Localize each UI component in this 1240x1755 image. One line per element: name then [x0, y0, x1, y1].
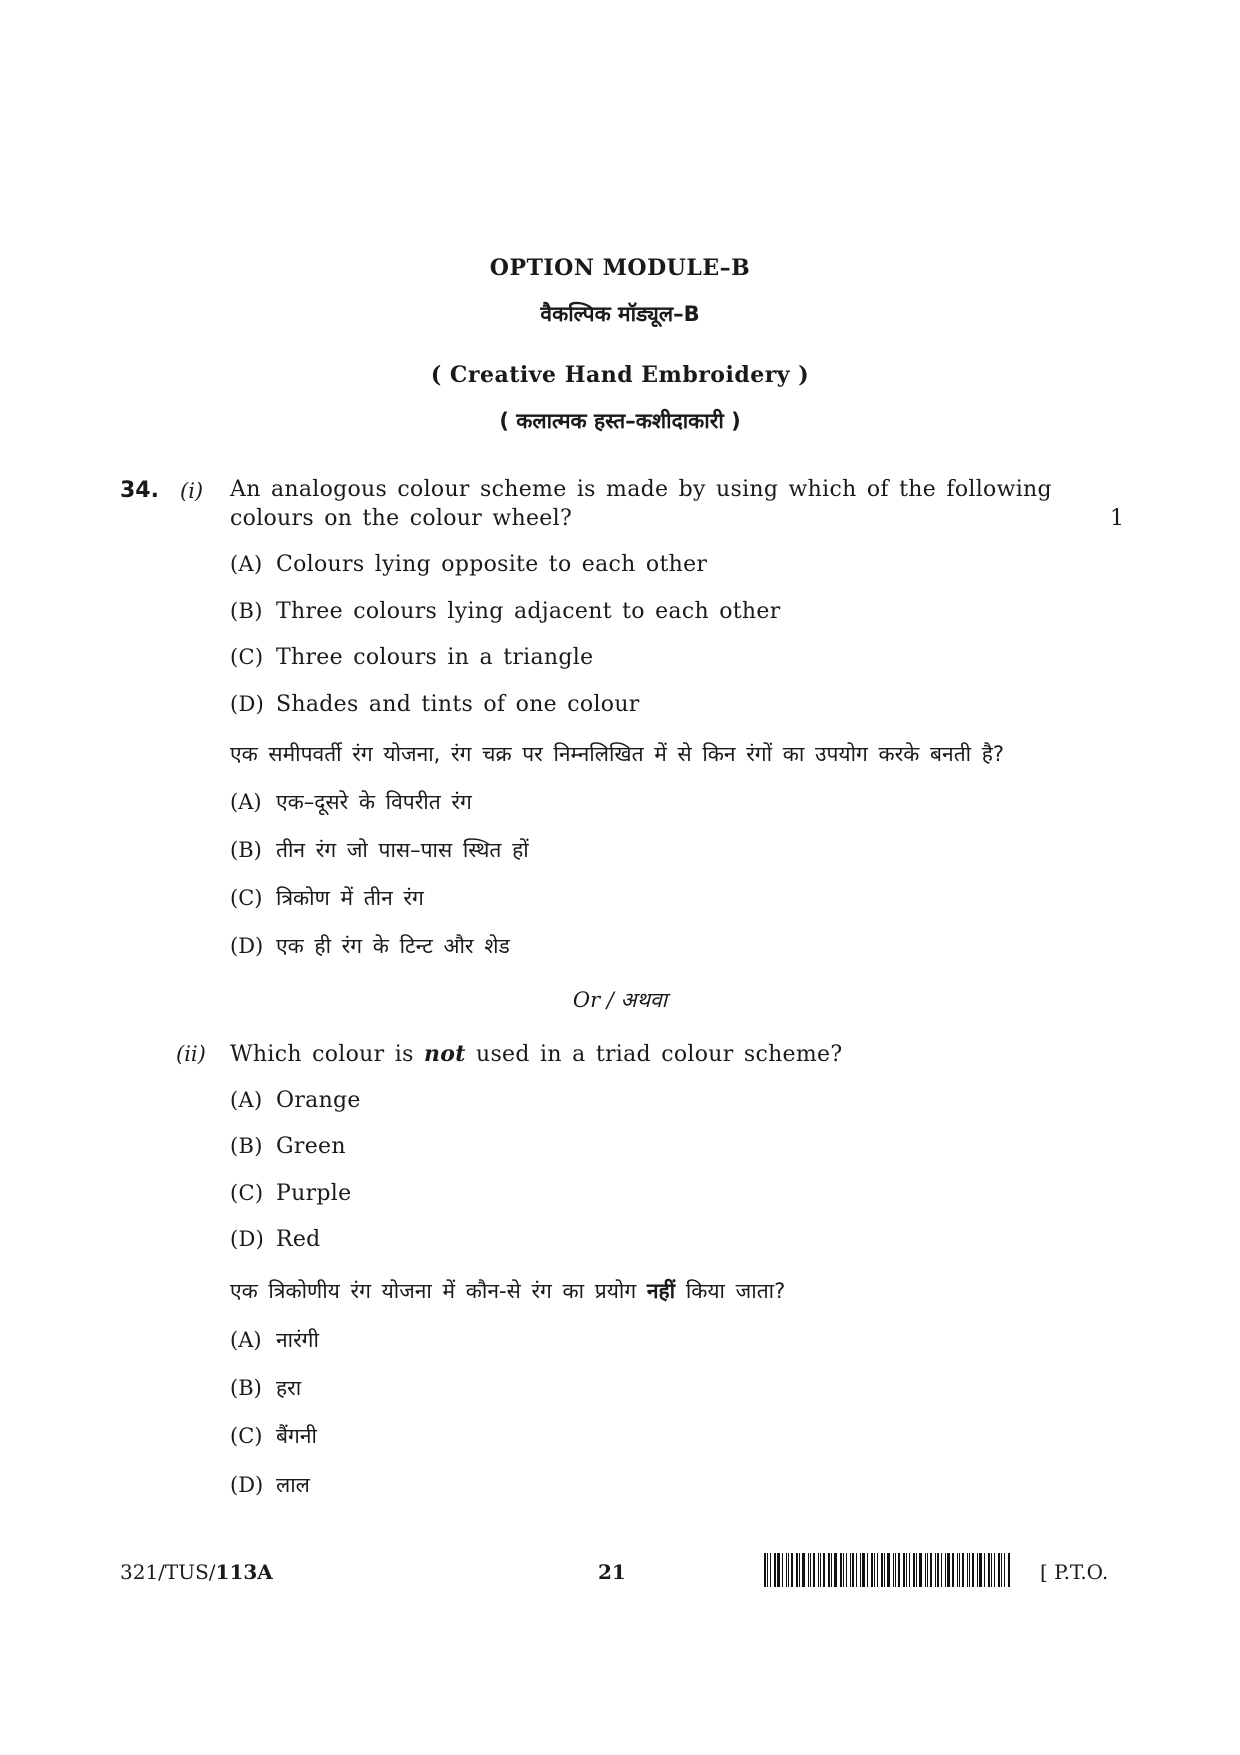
option-letter: (B) — [230, 1376, 262, 1400]
barcode-bar — [802, 1553, 805, 1587]
barcode-bar — [1001, 1553, 1002, 1587]
part-ii-label: (ii) — [176, 1042, 206, 1066]
barcode-bar — [941, 1553, 942, 1587]
subject-title-hi: ( कलात्मक हस्त–कशीदाकारी ) — [499, 409, 741, 433]
option-letter: (A) — [230, 1328, 262, 1352]
barcode-bar — [916, 1553, 917, 1587]
barcode-bar — [764, 1553, 766, 1587]
option-text: एक–दूसरे के विपरीत रंग — [276, 790, 472, 814]
or-separator: Or / अथवा — [572, 988, 668, 1012]
option-i-hi-c — [230, 884, 424, 912]
barcode-bar — [979, 1553, 982, 1587]
option-i-en-a — [230, 552, 707, 577]
option-letter: (B) — [230, 1134, 263, 1158]
option-letter: (C) — [230, 1424, 263, 1448]
barcode-bar — [788, 1553, 789, 1587]
option-text: हरा — [276, 1376, 302, 1400]
barcode-bar — [850, 1553, 851, 1587]
barcode-bar — [991, 1553, 992, 1587]
barcode-bar — [945, 1553, 946, 1587]
module-title-hi: वैकल्पिक मॉड्यूल–B — [540, 302, 700, 326]
barcode-bar — [823, 1553, 825, 1587]
part-i-question-line1: An analogous colour scheme is made by using which of the following — [230, 477, 1052, 502]
barcode — [764, 1553, 1020, 1587]
barcode-bar — [984, 1553, 985, 1587]
barcode-bar — [843, 1553, 844, 1587]
barcode-bar — [988, 1553, 990, 1587]
barcode-bar — [881, 1553, 883, 1587]
barcode-bar — [862, 1553, 865, 1587]
question-text: किया जाता? — [685, 1279, 786, 1303]
option-ii-hi-b — [230, 1374, 301, 1402]
question-marks: 1 — [1110, 506, 1125, 531]
barcode-bar — [810, 1553, 811, 1587]
barcode-bar — [903, 1553, 905, 1587]
barcode-bar — [786, 1553, 787, 1587]
option-letter: (A) — [230, 790, 262, 814]
part-i-question-line2: colours on the colour wheel? — [230, 506, 573, 531]
barcode-bar — [925, 1553, 926, 1587]
barcode-bar — [777, 1553, 780, 1587]
question-text: used in a triad colour scheme? — [475, 1042, 843, 1067]
option-i-hi-d — [230, 932, 510, 960]
barcode-bar — [895, 1553, 896, 1587]
barcode-bar — [887, 1553, 890, 1587]
barcode-bar — [831, 1553, 832, 1587]
subject-title-en: ( Creative Hand Embroidery ) — [430, 362, 810, 388]
paper-code-prefix: 321/TUS/ — [120, 1560, 216, 1584]
part-ii-question-en — [230, 1041, 842, 1067]
barcode-bar — [860, 1553, 861, 1587]
barcode-bar — [962, 1553, 964, 1587]
barcode-bar — [972, 1553, 974, 1587]
barcode-bar — [791, 1553, 793, 1587]
barcode-bar — [959, 1553, 960, 1587]
barcode-bar — [828, 1553, 830, 1587]
barcode-bar — [874, 1553, 875, 1587]
option-letter: (C) — [230, 645, 264, 669]
barcode-bar — [930, 1553, 932, 1587]
barcode-bar — [969, 1553, 970, 1587]
paper-code — [120, 1560, 273, 1584]
option-text: Red — [276, 1227, 321, 1252]
barcode-bar — [947, 1553, 950, 1587]
barcode-bar — [909, 1553, 910, 1587]
barcode-bar — [834, 1553, 837, 1587]
option-letter: (D) — [230, 1473, 264, 1497]
barcode-bar — [998, 1553, 1000, 1587]
option-i-en-d — [230, 692, 640, 717]
option-i-en-c — [230, 645, 593, 670]
barcode-bar — [846, 1553, 847, 1587]
barcode-bar — [820, 1553, 821, 1587]
barcode-bar — [808, 1553, 809, 1587]
barcode-bar — [919, 1553, 922, 1587]
page-number: 21 — [598, 1560, 626, 1584]
option-i-hi-a — [230, 788, 472, 816]
option-text: Three colours in a triangle — [276, 645, 594, 670]
option-text: Shades and tints of one colour — [276, 692, 640, 717]
option-ii-hi-a — [230, 1326, 319, 1354]
option-text: Colours lying opposite to each other — [276, 552, 708, 577]
emphasis-text: not — [423, 1041, 466, 1067]
option-text: Purple — [276, 1181, 352, 1206]
option-text: एक ही रंग के टिन्ट और शेड — [276, 934, 510, 958]
option-ii-en-b — [230, 1134, 346, 1159]
barcode-bar — [767, 1553, 768, 1587]
question-number: 34. — [120, 478, 159, 503]
barcode-bar — [893, 1553, 894, 1587]
barcode-bar — [813, 1553, 815, 1587]
option-ii-hi-d — [230, 1471, 310, 1499]
option-ii-en-c — [230, 1181, 351, 1206]
barcode-bar — [871, 1553, 873, 1587]
barcode-bar — [799, 1553, 800, 1587]
part-ii-question-hi — [230, 1277, 785, 1305]
barcode-bar — [867, 1553, 868, 1587]
barcode-bar — [877, 1553, 878, 1587]
option-i-hi-b — [230, 836, 529, 864]
emphasis-text: नहीं — [646, 1279, 676, 1303]
barcode-bar — [927, 1553, 928, 1587]
barcode-bar — [818, 1553, 819, 1587]
barcode-bar — [770, 1553, 771, 1587]
option-text: नारंगी — [276, 1328, 319, 1352]
paper-code-bold: 113A — [215, 1560, 273, 1584]
option-letter: (D) — [230, 1227, 265, 1251]
question-text: Which colour is — [230, 1042, 414, 1067]
option-text: तीन रंग जो पास–पास स्थित हों — [276, 838, 529, 862]
option-text: Green — [276, 1134, 346, 1159]
barcode-bar — [1008, 1553, 1010, 1587]
option-text: Three colours lying adjacent to each other — [276, 599, 781, 624]
option-letter: (C) — [230, 886, 263, 910]
barcode-bar — [906, 1553, 907, 1587]
option-text: लाल — [276, 1473, 310, 1497]
option-i-en-b — [230, 599, 781, 624]
option-letter: (B) — [230, 599, 263, 623]
barcode-bar — [913, 1553, 915, 1587]
option-letter: (A) — [230, 1088, 263, 1112]
option-text: Orange — [276, 1088, 361, 1113]
part-i-question-hi: एक समीपवर्ती रंग योजना, रंग चक्र पर निम्नलिखित में से किन रंगों का उपयोग करके बनती है? — [230, 742, 1005, 766]
barcode-bar — [782, 1553, 783, 1587]
barcode-bar — [840, 1553, 842, 1587]
barcode-bar — [977, 1553, 978, 1587]
option-ii-en-a — [230, 1088, 361, 1113]
module-title-en: OPTION MODULE–B — [489, 255, 751, 281]
option-letter: (A) — [230, 552, 263, 576]
option-text: त्रिकोण में तीन रंग — [276, 886, 424, 910]
barcode-bar — [898, 1553, 900, 1587]
barcode-bar — [994, 1553, 995, 1587]
barcode-bar — [952, 1553, 954, 1587]
barcode-bar — [856, 1553, 857, 1587]
option-ii-hi-c — [230, 1422, 317, 1450]
barcode-bar — [774, 1553, 776, 1587]
barcode-bar — [937, 1553, 939, 1587]
barcode-bar — [884, 1553, 885, 1587]
barcode-bar — [1004, 1553, 1005, 1587]
barcode-bar — [796, 1553, 798, 1587]
option-letter: (B) — [230, 838, 262, 862]
option-text: बैंगनी — [276, 1424, 317, 1448]
part-i-label: (i) — [180, 479, 204, 503]
option-ii-en-d — [230, 1227, 321, 1252]
barcode-bar — [852, 1553, 854, 1587]
barcode-bar — [967, 1553, 968, 1587]
option-letter: (D) — [230, 692, 265, 716]
question-text: एक त्रिकोणीय रंग योजना में कौन-से रंग का प्रयोग — [230, 1279, 637, 1303]
option-letter: (D) — [230, 934, 264, 958]
barcode-bar — [935, 1553, 936, 1587]
pto-label: [ P.T.O. — [1040, 1560, 1109, 1584]
option-letter: (C) — [230, 1181, 264, 1205]
barcode-bar — [957, 1553, 958, 1587]
